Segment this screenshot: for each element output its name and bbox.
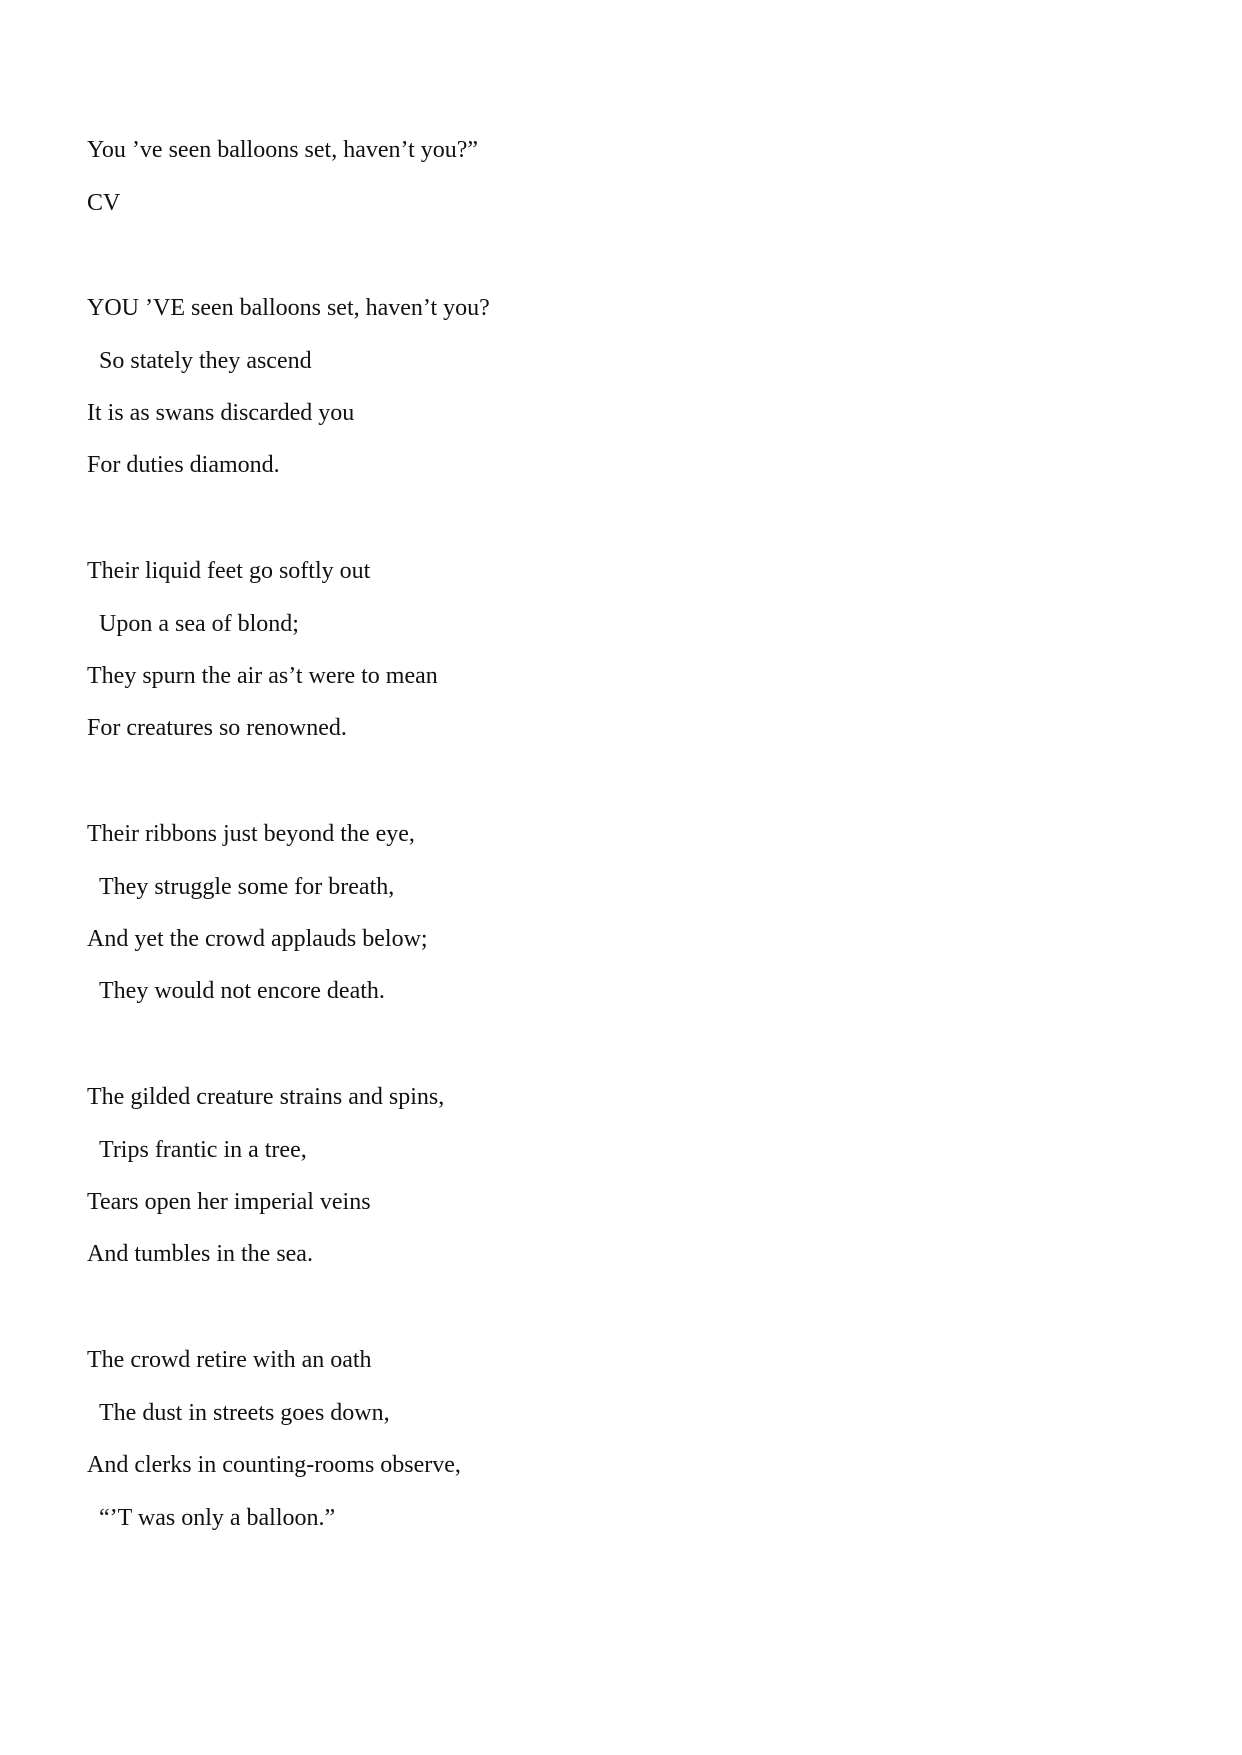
stanza-5-line-3: And clerks in counting-rooms observe, xyxy=(87,1452,461,1478)
stanza-1-line-2: So stately they ascend xyxy=(99,348,312,374)
stanza-4-line-3: Tears open her imperial veins xyxy=(87,1189,371,1215)
stanza-2-line-4: For creatures so renowned. xyxy=(87,715,347,741)
stanza-4-line-1: The gilded creature strains and spins, xyxy=(87,1084,445,1110)
stanza-1-line-1: YOU ’VE seen balloons set, haven’t you? xyxy=(87,295,490,321)
poem-number: CV xyxy=(87,190,121,216)
stanza-1-line-3: It is as swans discarded you xyxy=(87,400,355,426)
stanza-4-line-4: And tumbles in the sea. xyxy=(87,1241,313,1267)
stanza-3-line-3: And yet the crowd applauds below; xyxy=(87,926,428,952)
stanza-3-line-4: They would not encore death. xyxy=(99,978,385,1004)
poem-first-line-title: You ’ve seen balloons set, haven’t you?” xyxy=(87,137,479,163)
stanza-5-line-4: “’T was only a balloon.” xyxy=(99,1505,336,1531)
stanza-5-line-1: The crowd retire with an oath xyxy=(87,1347,372,1373)
stanza-5-line-2: The dust in streets goes down, xyxy=(99,1400,390,1426)
stanza-2-line-3: They spurn the air as’t were to mean xyxy=(87,663,438,689)
stanza-2-line-1: Their liquid feet go softly out xyxy=(87,558,371,584)
stanza-1-line-4: For duties diamond. xyxy=(87,452,280,478)
stanza-3-line-1: Their ribbons just beyond the eye, xyxy=(87,821,415,847)
stanza-2-line-2: Upon a sea of blond; xyxy=(99,611,299,637)
stanza-3-line-2: They struggle some for breath, xyxy=(99,874,395,900)
stanza-4-line-2: Trips frantic in a tree, xyxy=(99,1137,307,1163)
